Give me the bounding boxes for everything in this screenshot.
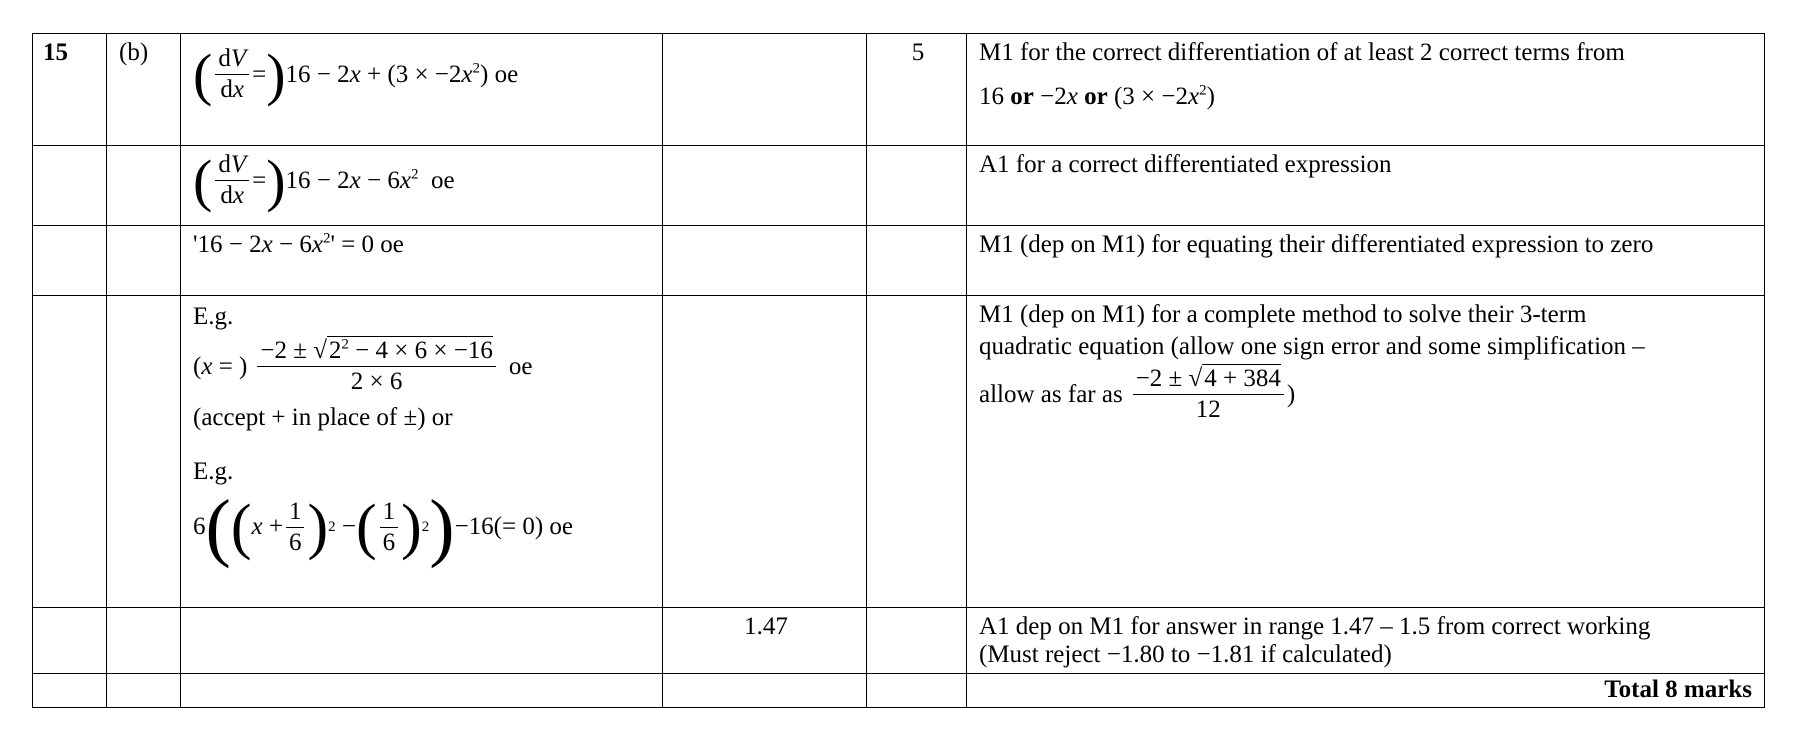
- part-cell: [107, 34, 181, 146]
- notes-text: A1 for a correct differentiated expression: [979, 151, 1392, 178]
- marks-value: 5: [911, 39, 925, 66]
- completing-square: 6 ( ( x + $\frac{1}{6}$ ) 2 − ( $\frac{1}{6}$ ) 2 ) −16(= 0) oe: [193, 485, 574, 569]
- notes-text: 16 or −2x or $(3 \times -2x^2)$: [979, 82, 1215, 110]
- notes-cell: [967, 296, 1765, 608]
- answer-value: 1.47: [744, 613, 788, 640]
- notes-text: allow as far as $\frac{-2 \pm √4 + 384}{12}$ ): [979, 365, 1296, 423]
- eg-label: E.g.: [193, 303, 234, 330]
- table-row: [33, 146, 1765, 226]
- table-row: [33, 674, 1765, 708]
- part-label: (b): [119, 39, 149, 66]
- question-number: 15: [43, 39, 68, 66]
- quadratic-formula: (x = ) $\frac{-2 \pm √2^2 - 4 \times 6 \times -16}{2 \times 6}$ oe: [193, 336, 533, 395]
- accept-note: (accept + in place of ±) or: [193, 404, 453, 431]
- answer-cell: [663, 608, 867, 674]
- answer-cell: [663, 34, 867, 146]
- working-cell: [181, 146, 663, 226]
- notes-text: M1 (dep on M1) for a complete method to solve their 3-term: [979, 301, 1587, 328]
- working-cell: [181, 296, 663, 608]
- notes-cell: [967, 146, 1765, 226]
- table-row: [33, 608, 1765, 674]
- notes-text: (Must reject −1.80 to −1.81 if calculated): [979, 641, 1392, 668]
- total-cell: [967, 674, 1765, 708]
- notes-text: M1 for the correct differentiation of at least 2 correct terms from: [979, 39, 1625, 66]
- notes-cell: [967, 226, 1765, 296]
- working-line: '$16 - 2x - 6x^2' = 0$ oe: [193, 230, 404, 258]
- eg-label: E.g.: [193, 458, 234, 485]
- question-number-cell: [33, 34, 107, 146]
- working-line: ( $\frac{dV}{dx}$ = ) $16 - 2x + (3 \times -2x^2)$ oe: [193, 41, 519, 107]
- working-cell: [181, 226, 663, 296]
- working-cell: [181, 34, 663, 146]
- marks-cell: [867, 34, 967, 146]
- notes-cell: [967, 34, 1765, 146]
- table-row: [33, 34, 1765, 146]
- table-row: [33, 296, 1765, 608]
- notes-cell: [967, 608, 1765, 674]
- mark-scheme-table: [32, 33, 1765, 708]
- notes-text: A1 dep on M1 for answer in range 1.47 – 1.5 from correct working: [979, 613, 1651, 640]
- table-row: [33, 226, 1765, 296]
- total-marks: Total 8 marks: [1604, 676, 1752, 703]
- working-line: ( $\frac{dV}{dx}$ = ) $16 - 2x - 6x^2$ oe: [193, 147, 455, 213]
- notes-text: M1 (dep on M1) for equating their differentiated expression to zero: [979, 231, 1654, 258]
- notes-text: quadratic equation (allow one sign error and some simplification –: [979, 333, 1645, 360]
